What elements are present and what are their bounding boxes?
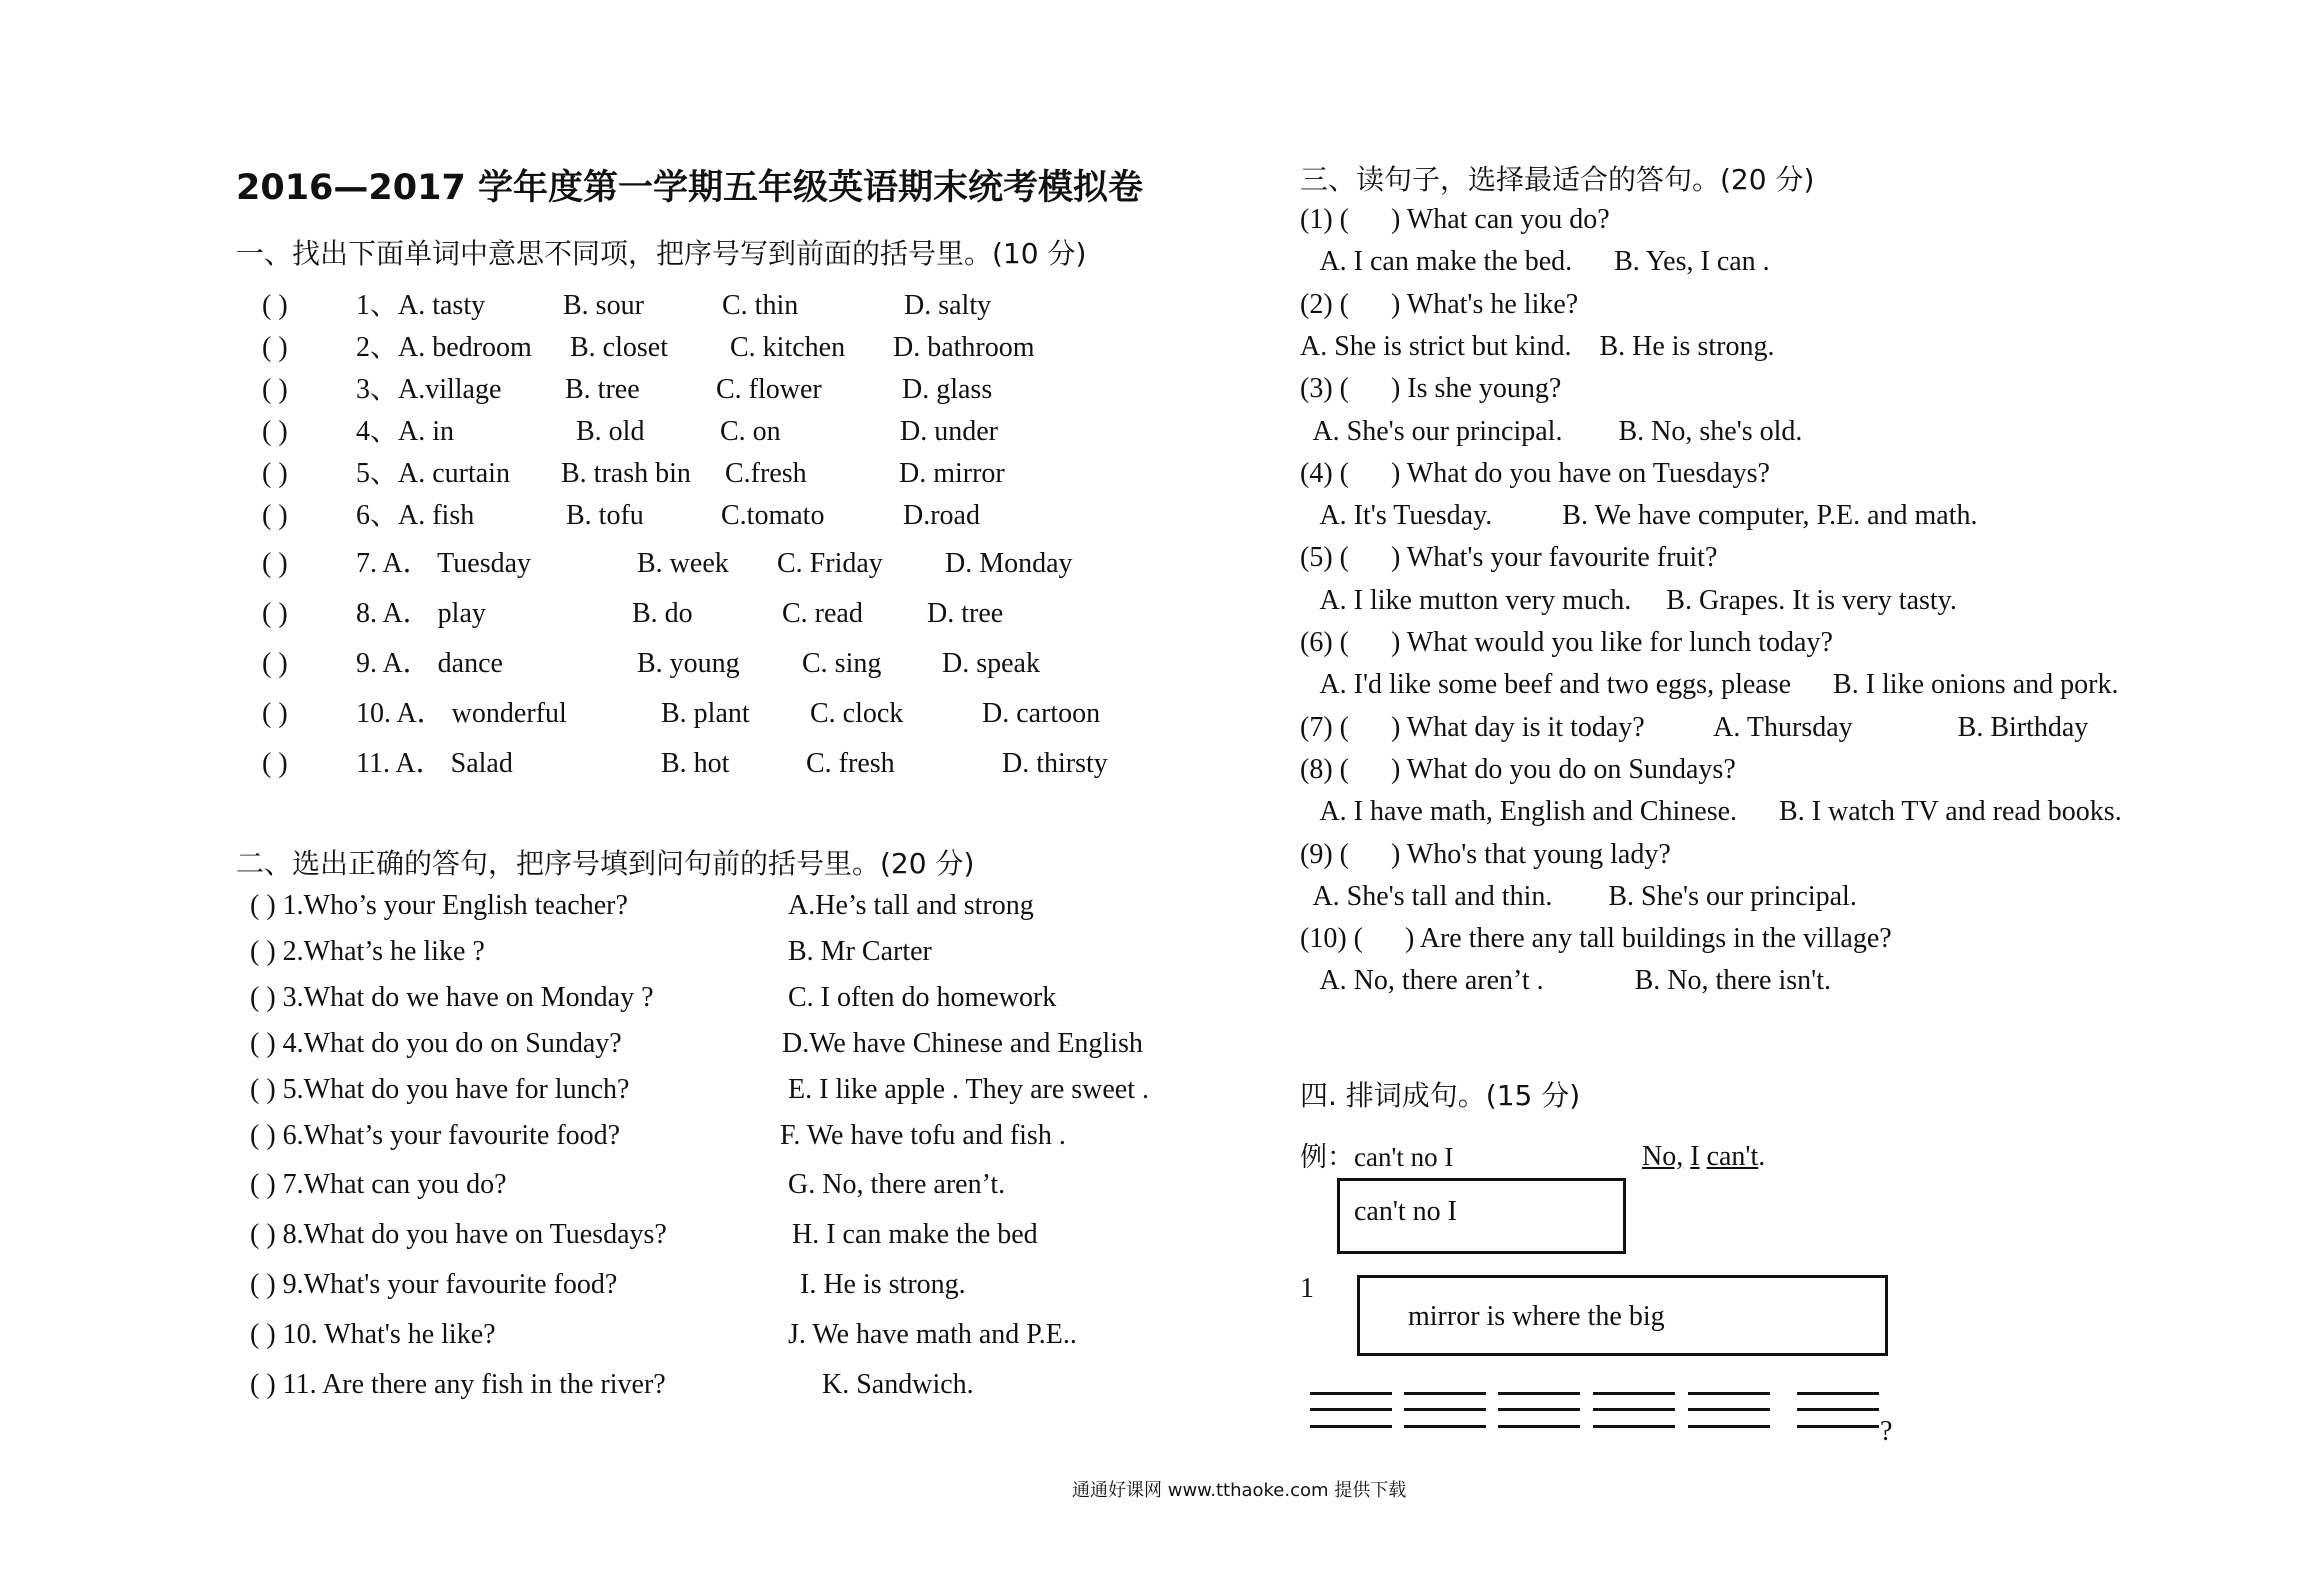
answer-line [1404, 1408, 1486, 1411]
section3-line: A. No, there aren’t . B. No, there isn't. [1300, 965, 1831, 997]
answer-line [1404, 1392, 1486, 1395]
answer-line [1688, 1425, 1770, 1428]
section2-answer: B. Mr Carter [788, 936, 932, 967]
answer-line [1498, 1408, 1580, 1411]
section2-question: ( ) 2.What’s he like ? [250, 936, 485, 967]
question1-number: 1 [1300, 1273, 1314, 1304]
example-label: 例：can't no I [1300, 1142, 1454, 1172]
section1-option-b: B. tree [565, 374, 640, 405]
section1-paren: ( ) [262, 500, 288, 531]
section1-option-a: 11. A． Salad [356, 748, 513, 779]
section2-question: ( ) 1.Who’s your English teacher? [250, 890, 628, 921]
section3-line: (3) ( ) Is she young? [1300, 373, 1562, 405]
section1-option-b: B. plant [661, 698, 750, 729]
example-answer-word: No, [1642, 1141, 1684, 1172]
section2-question: ( ) 7.What can you do? [250, 1169, 507, 1200]
answer-line [1310, 1392, 1392, 1395]
section1-option-d: D. tree [927, 598, 1004, 629]
footer-source: 通通好课网 www.tthaoke.com 提供下载 [1072, 1480, 1407, 1501]
question1-word-box [1357, 1275, 1888, 1356]
section1-option-d: D. cartoon [982, 698, 1101, 729]
section1-option-a: 10. A． wonderful [356, 698, 567, 729]
section3-line: A. She's our principal. B. No, she's old. [1300, 415, 1803, 447]
section2-answer: C. I often do homework [788, 982, 1057, 1013]
section1-option-d: D. bathroom [893, 332, 1035, 363]
section1-option-c: C. read [782, 598, 863, 629]
section2-question: ( ) 5.What do you have for lunch? [250, 1074, 630, 1105]
section3-line: (10) ( ) Are there any tall buildings in the village? [1300, 923, 1892, 955]
section3-line: A. I can make the bed. B. Yes, I can . [1300, 246, 1770, 278]
section1-paren: ( ) [262, 598, 288, 629]
section2-answer: G. No, there aren’t. [788, 1169, 1006, 1200]
answer-line [1688, 1392, 1770, 1395]
section1-option-a: 4、A. in [356, 416, 455, 447]
example-answer-word: I [1690, 1141, 1700, 1172]
section1-option-a: 9. A． dance [356, 648, 503, 679]
section1-paren: ( ) [262, 698, 288, 729]
section2-heading: 二、选出正确的答句，把序号填到问句前的括号里。(20 分) [236, 847, 975, 880]
section1-option-c: C. clock [810, 698, 904, 729]
answer-line [1310, 1408, 1392, 1411]
section1-option-a: 5、A. curtain [356, 458, 510, 489]
section1-option-c: C. flower [716, 374, 822, 405]
example-word-box [1337, 1178, 1626, 1254]
answer-line [1797, 1392, 1879, 1395]
question-mark: ? [1880, 1416, 1893, 1447]
section3-line: (5) ( ) What's your favourite fruit? [1300, 542, 1718, 574]
section3-line: A. She's tall and thin. B. She's our principal. [1300, 880, 1857, 912]
section3-line: A. She is strict but kind. B. He is strong. [1300, 330, 1775, 362]
section2-answer: F. We have tofu and fish . [780, 1120, 1066, 1151]
section2-answer: D.We have Chinese and English [782, 1028, 1143, 1059]
section1-option-d: D. glass [902, 374, 993, 405]
section1-paren: ( ) [262, 748, 288, 779]
section2-question: ( ) 10. What's he like? [250, 1319, 496, 1350]
example-answer-word: can't [1706, 1141, 1759, 1172]
section1-option-b: B. trash bin [561, 458, 691, 489]
section2-answer: A.He’s tall and strong [788, 890, 1034, 921]
section2-answer: K. Sandwich. [822, 1369, 974, 1400]
example-answer: No, I can't. [1642, 1141, 1766, 1172]
section2-answer: J. We have math and P.E.. [788, 1319, 1077, 1350]
section3-line: (4) ( ) What do you have on Tuesdays? [1300, 457, 1770, 489]
section1-option-d: D. speak [942, 648, 1040, 679]
section1-option-b: B. old [576, 416, 645, 447]
answer-line [1310, 1425, 1392, 1428]
section3-line: (9) ( ) Who's that young lady? [1300, 838, 1671, 870]
section3-line: A. I like mutton very much. B. Grapes. It is very tasty. [1300, 584, 1957, 616]
section3-line: A. It's Tuesday. B. We have computer, P.E. and math. [1300, 500, 1978, 532]
section3-line: A. I'd like some beef and two eggs, please B. I like onions and pork. [1300, 669, 2119, 701]
section1-option-b: B. tofu [566, 500, 644, 531]
section2-question: ( ) 8.What do you have on Tuesdays? [250, 1219, 667, 1250]
section3-line: A. I have math, English and Chinese. B. I watch TV and read books. [1300, 796, 2122, 828]
section1-option-c: C. thin [722, 290, 799, 321]
section2-answer: I. He is strong. [800, 1269, 966, 1300]
section1-paren: ( ) [262, 458, 288, 489]
section3-line: (1) ( ) What can you do? [1300, 204, 1610, 235]
question1-words: mirror is where the big [1408, 1301, 1665, 1332]
section2-answer: H. I can make the bed [792, 1219, 1038, 1250]
section1-option-a: 1、A. tasty [356, 290, 486, 321]
section1-option-d: D. thirsty [1002, 748, 1108, 779]
section1-option-d: D. under [900, 416, 998, 447]
answer-line [1404, 1425, 1486, 1428]
answer-line [1593, 1425, 1675, 1428]
page-title: 2016—2017 学年度第一学期五年级英语期末统考模拟卷 [236, 168, 1144, 208]
answer-line [1688, 1408, 1770, 1411]
section3-heading: 三、读句子，选择最适合的答句。(20 分) [1300, 163, 1815, 196]
section2-question: ( ) 3.What do we have on Monday ? [250, 982, 654, 1013]
section1-option-c: C. fresh [806, 748, 895, 779]
answer-line [1593, 1408, 1675, 1411]
section1-option-d: D. salty [904, 290, 992, 321]
section1-option-b: B. young [637, 648, 740, 679]
section1-paren: ( ) [262, 648, 288, 679]
section1-option-d: D.road [903, 500, 980, 531]
section1-option-c: C. kitchen [730, 332, 846, 363]
section1-option-b: B. closet [570, 332, 668, 363]
section2-question: ( ) 6.What’s your favourite food? [250, 1120, 621, 1151]
section1-option-d: D. mirror [899, 458, 1005, 489]
section1-option-c: C.fresh [725, 458, 807, 489]
section1-option-c: C.tomato [721, 500, 825, 531]
section1-option-b: B. week [637, 548, 729, 579]
section1-paren: ( ) [262, 374, 288, 405]
section3-line: (6) ( ) What would you like for lunch today? [1300, 627, 1833, 658]
section1-option-b: B. do [632, 598, 693, 629]
section3-line: (8) ( ) What do you do on Sundays? [1300, 753, 1736, 785]
section1-heading: 一、找出下面单词中意思不同项，把序号写到前面的括号里。(10 分) [236, 237, 1087, 270]
section1-paren: ( ) [262, 290, 288, 321]
answer-line [1498, 1425, 1580, 1428]
section1-paren: ( ) [262, 416, 288, 447]
example-box-words: can't no I [1354, 1196, 1458, 1227]
section1-option-c: C. Friday [777, 548, 883, 579]
section3-line: (7) ( ) What day is it today? A. Thursday B. Birthday [1300, 711, 2089, 743]
section4-heading: 四. 排词成句。(15 分) [1300, 1079, 1581, 1112]
answer-line [1797, 1408, 1879, 1411]
section1-option-a: 8. A． play [356, 598, 486, 629]
section1-option-a: 6、A. fish [356, 500, 475, 531]
section2-question: ( ) 4.What do you do on Sunday? [250, 1028, 622, 1059]
section1-option-b: B. sour [563, 290, 644, 321]
section3-line: (2) ( ) What's he like? [1300, 288, 1579, 320]
section1-paren: ( ) [262, 548, 288, 579]
section1-option-c: C. on [720, 416, 781, 447]
section1-option-a: 2、A. bedroom [356, 332, 532, 363]
section2-question: ( ) 9.What's your favourite food? [250, 1269, 618, 1300]
section1-option-a: 7. A． Tuesday [356, 548, 532, 579]
section1-option-b: B. hot [661, 748, 730, 779]
section1-option-a: 3、A.village [356, 374, 502, 405]
section1-paren: ( ) [262, 332, 288, 363]
answer-line [1593, 1392, 1675, 1395]
answer-line [1797, 1425, 1879, 1428]
section2-question: ( ) 11. Are there any fish in the river? [250, 1369, 666, 1400]
section1-option-c: C. sing [802, 648, 882, 679]
answer-line [1498, 1392, 1580, 1395]
section2-answer: E. I like apple . They are sweet . [788, 1074, 1150, 1105]
section1-option-d: D. Monday [945, 548, 1073, 579]
